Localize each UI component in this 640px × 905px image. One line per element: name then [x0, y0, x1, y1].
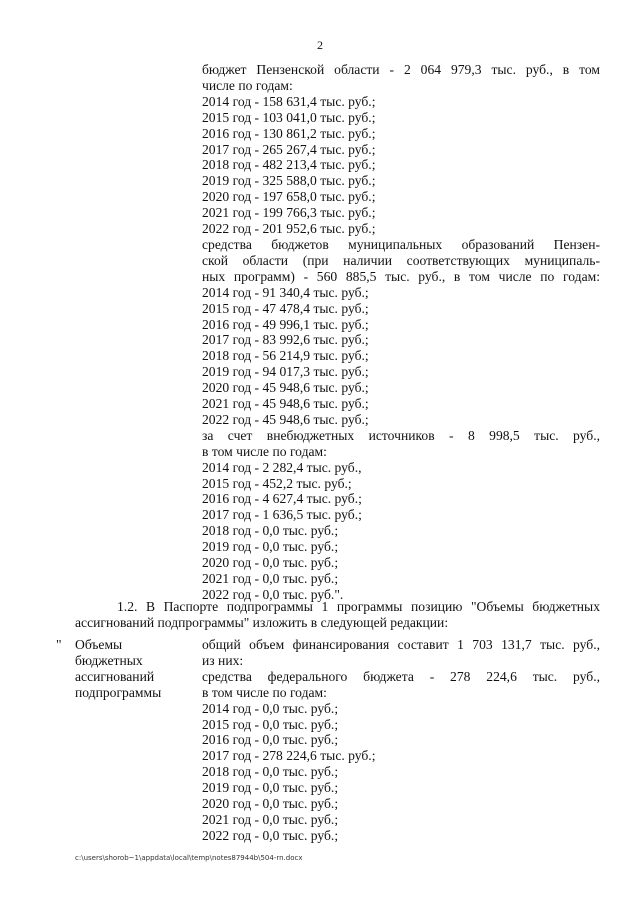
text-line: 2022 год - 201 952,6 тыс. руб.; [202, 221, 376, 237]
text-line: 2016 год - 0,0 тыс. руб.; [202, 732, 339, 748]
text-line: 2022 год - 0,0 тыс. руб.". [202, 586, 344, 602]
text-line: в том числе по годам: [202, 684, 327, 700]
label-line: подпрограммы [75, 684, 162, 700]
text-line: 2017 год - 265 267,4 тыс. руб.; [202, 141, 376, 157]
text-line: 2016 год - 130 861,2 тыс. руб.; [202, 125, 376, 141]
text-line: 2018 год - 0,0 тыс. руб.; [202, 764, 339, 780]
funding-block-subprogram [202, 637, 600, 844]
funding-block-regional [202, 62, 600, 603]
page-number: 2 [317, 38, 323, 52]
label-line: Объемы [75, 637, 123, 652]
text-line: 2015 год - 47 478,4 тыс. руб.; [202, 300, 369, 316]
text-line: 2018 год - 56 214,9 тыс. руб.; [202, 348, 369, 364]
text-line: 2016 год - 49 996,1 тыс. руб.; [202, 316, 369, 332]
text-line: 2018 год - 482 213,4 тыс. руб.; [202, 157, 376, 173]
text-line: 2020 год - 45 948,6 тыс. руб.; [202, 380, 369, 396]
text-line: 2021 год - 0,0 тыс. руб.; [202, 811, 339, 827]
amendment-line-2: ассигнований подпрограммы" изложить в следующей редакции: [75, 614, 449, 630]
text-line: 2016 год - 4 627,4 тыс. руб.; [202, 491, 362, 507]
text-line: 2017 год - 83 992,6 тыс. руб.; [202, 332, 369, 348]
text-line: средства федерального бюджета - 278 224,6 тыс. руб., [202, 668, 600, 684]
text-line: 2019 год - 94 017,3 тыс. руб.; [202, 364, 369, 380]
label-line: бюджетных [75, 652, 143, 668]
label-line: ассигнований [75, 668, 155, 684]
text-line: 2020 год - 197 658,0 тыс. руб.; [202, 189, 376, 205]
text-line: 2021 год - 45 948,6 тыс. руб.; [202, 396, 369, 412]
text-line: 2014 год - 0,0 тыс. руб.; [202, 700, 339, 716]
text-line: 2019 год - 0,0 тыс. руб.; [202, 780, 339, 796]
text-line: 2019 год - 0,0 тыс. руб.; [202, 539, 339, 555]
text-line: 2022 год - 45 948,6 тыс. руб.; [202, 411, 369, 427]
file-path-footer: c:\users\shorob~1\appdata\local\temp\notes87944b\504-rn.docx [75, 854, 303, 862]
text-line: 2014 год - 2 282,4 тыс. руб., [202, 459, 362, 475]
text-line: за счет внебюджетных источников - 8 998,5 тыс. руб., [202, 427, 600, 443]
text-line: числе по годам: [202, 77, 293, 93]
text-line: средства бюджетов муниципальных образований Пензен- [202, 236, 600, 252]
text-line: 2017 год - 278 224,6 тыс. руб.; [202, 748, 376, 764]
text-line: 2019 год - 325 588,0 тыс. руб.; [202, 173, 376, 189]
text-line: общий объем финансирования составит 1 703 131,7 тыс. руб., [202, 637, 600, 652]
amendment-paragraph [75, 599, 600, 631]
text-line: 2018 год - 0,0 тыс. руб.; [202, 523, 339, 539]
text-line: 2015 год - 103 041,0 тыс. руб.; [202, 109, 376, 125]
text-line: 2020 год - 0,0 тыс. руб.; [202, 555, 339, 571]
text-line: в том числе по годам: [202, 443, 327, 459]
text-line: из них: [202, 652, 244, 668]
text-line: 2017 год - 1 636,5 тыс. руб.; [202, 507, 362, 523]
text-line: ных программ) - 560 885,5 тыс. руб., в том числе по годам: [202, 268, 600, 284]
text-line: бюджет Пензенской области - 2 064 979,3 тыс. руб., в том [202, 62, 600, 77]
text-line: 2014 год - 158 631,4 тыс. руб.; [202, 93, 376, 109]
text-line: 2014 год - 91 340,4 тыс. руб.; [202, 284, 369, 300]
text-line: ской области (при наличии соответствующих муниципаль- [202, 252, 600, 268]
opening-quote: " [56, 637, 62, 652]
text-line: 2022 год - 0,0 тыс. руб.; [202, 827, 339, 843]
text-line: 2021 год - 199 766,3 тыс. руб.; [202, 205, 376, 221]
amendment-line-1: 1.2. В Паспорте подпрограммы 1 программы позицию "Объемы бюджетных [117, 599, 600, 614]
text-line: 2020 год - 0,0 тыс. руб.; [202, 796, 339, 812]
text-line: 2015 год - 0,0 тыс. руб.; [202, 716, 339, 732]
text-line: 2015 год - 452,2 тыс. руб.; [202, 475, 352, 491]
table-label-cell [75, 637, 195, 701]
text-line: 2021 год - 0,0 тыс. руб.; [202, 571, 339, 586]
